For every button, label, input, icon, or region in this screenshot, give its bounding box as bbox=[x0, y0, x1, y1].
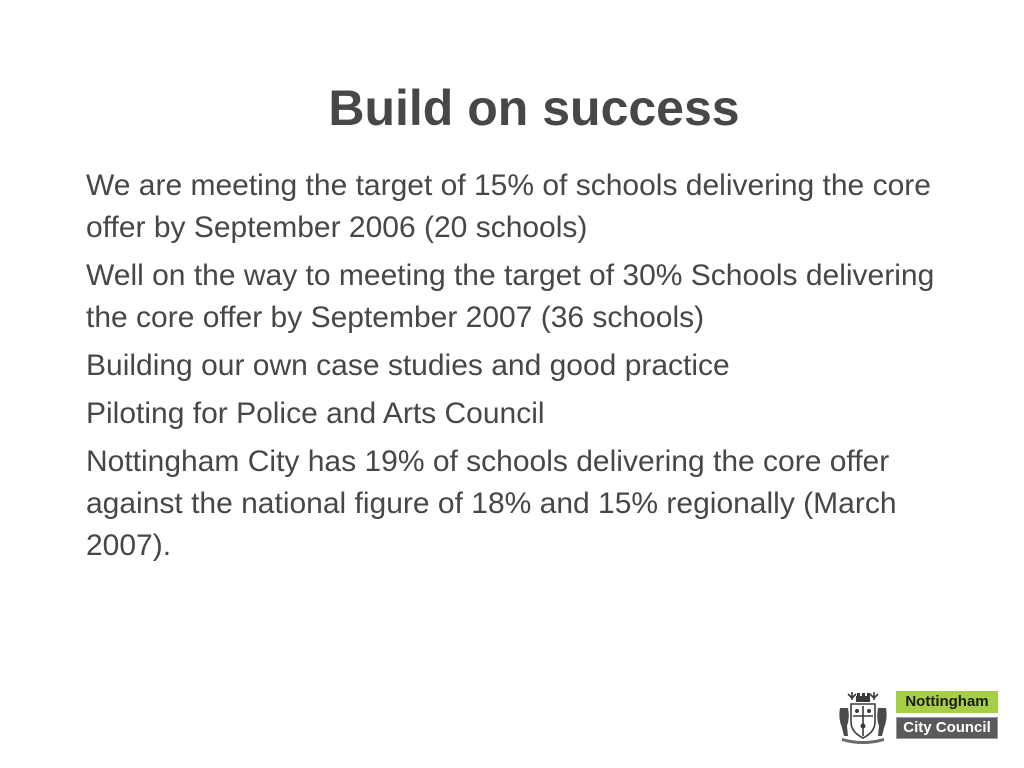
coat-of-arms-icon bbox=[834, 688, 892, 744]
slide-title: Build on success bbox=[328, 80, 740, 136]
bullet-item: Nottingham City has 19% of schools delivering the core offer against the national figure of 18% and 15% regionally (March 2007). bbox=[86, 445, 897, 562]
bullet-item: Building our own case studies and good practice bbox=[86, 349, 730, 382]
logo-line-nottingham: Nottingham bbox=[896, 691, 998, 713]
bullet-list bbox=[86, 165, 966, 573]
bullet-item: We are meeting the target of 15% of schools delivering the core offer by September 2006 (20 schools) bbox=[86, 169, 931, 244]
bullet-item: Well on the way to meeting the target of 30% Schools delivering the core offer by September 2007 (36 schools) bbox=[86, 259, 935, 334]
council-logo bbox=[834, 688, 1000, 744]
bullet-item: Piloting for Police and Arts Council bbox=[86, 397, 545, 430]
logo-line-city-council: City Council bbox=[896, 717, 998, 739]
